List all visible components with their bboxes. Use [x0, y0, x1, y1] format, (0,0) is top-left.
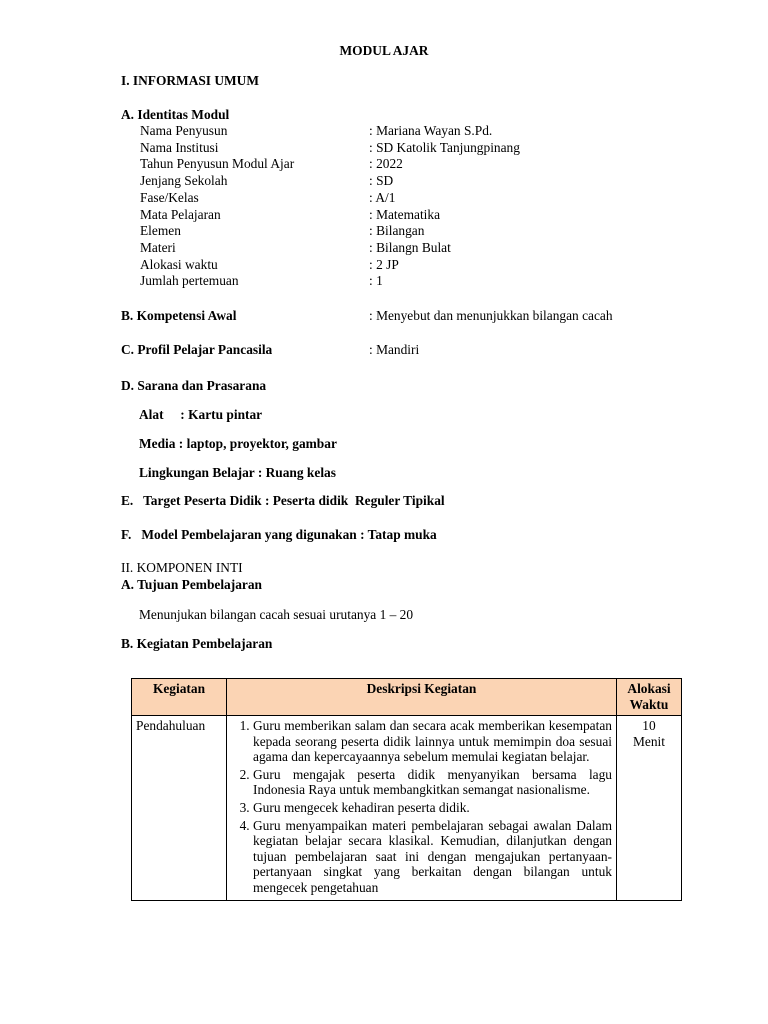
- sarana-heading: D. Sarana dan Prasarana: [121, 378, 267, 393]
- kegiatan-heading: B. Kegiatan Pembelajaran: [121, 636, 273, 651]
- section-informasi-umum: I. INFORMASI UMUM: [121, 73, 259, 88]
- header-alokasi: Alokasi Waktu: [617, 679, 682, 716]
- cell-kegiatan: Pendahuluan: [132, 716, 227, 901]
- deskripsi-list: [231, 718, 612, 896]
- table-header-row: [132, 679, 682, 716]
- identitas-value: : Bilangan: [369, 223, 425, 239]
- identitas-label: Alokasi waktu: [140, 256, 218, 272]
- table-row: [132, 716, 682, 901]
- identitas-value: : SD: [369, 173, 394, 189]
- profil-label: C. Profil Pelajar Pancasila: [121, 342, 273, 357]
- identitas-value: : Bilangn Bulat: [369, 239, 451, 255]
- identitas-label: Materi: [140, 239, 176, 255]
- identitas-value: : 1: [369, 273, 383, 289]
- identitas-label: Mata Pelajaran: [140, 206, 221, 222]
- list-item: 4. Guru menyampaikan materi pembelajaran sebagai awalan Dalam kegiatan belajar secara klasikal. Kemudian, dilanjutkan dengan tujuan pembelajaran saat ini dengan mengajukan pertanyaan-pertanyaan singkat yang berkaitan dengan bilangan untuk mengecek pengetahuan: [253, 818, 612, 896]
- section-komponen-inti: II. KOMPONEN INTI: [121, 560, 243, 575]
- list-item: 3. Guru mengecek kehadiran peserta didik.: [253, 800, 612, 816]
- identitas-value: : A/1: [369, 189, 396, 205]
- kegiatan-table: [131, 678, 682, 901]
- sarana-lingkungan: Lingkungan Belajar : Ruang kelas: [139, 465, 336, 480]
- list-item: 1. Guru memberikan salam dan secara acak memberikan kesempatan kepada seorang peserta didik lainnya untuk memimpin doa sesuai agama dan kepercayaannya sebelum memulai kegiatan belajar.: [253, 718, 612, 765]
- cell-alokasi: [617, 716, 682, 901]
- sarana-media: Media : laptop, proyektor, gambar: [139, 436, 337, 451]
- document-title: MODUL AJAR: [339, 43, 429, 58]
- profil-row: [121, 342, 681, 358]
- identitas-label: Tahun Penyusun Modul Ajar: [140, 156, 295, 172]
- identitas-value: : 2 JP: [369, 256, 399, 272]
- identitas-label: Jenjang Sekolah: [140, 173, 228, 189]
- kompetensi-value: : Menyebut dan menunjukkan bilangan cacah: [369, 308, 613, 323]
- cell-deskripsi: [227, 716, 617, 901]
- kompetensi-label: B. Kompetensi Awal: [121, 308, 237, 323]
- identitas-value: : SD Katolik Tanjungpinang: [369, 139, 520, 155]
- identitas-label: Elemen: [140, 223, 181, 239]
- header-deskripsi: Deskripsi Kegiatan: [227, 679, 617, 716]
- sarana-alat: Alat : Kartu pintar: [139, 407, 263, 422]
- header-kegiatan: Kegiatan: [132, 679, 227, 716]
- profil-value: : Mandiri: [369, 342, 420, 357]
- list-item: 2. Guru mengajak peserta didik menyanyikan bersama lagu Indonesia Raya untuk membangkitkan semangat nasionalisme.: [253, 767, 612, 798]
- model-pembelajaran: F. Model Pembelajaran yang digunakan : Tatap muka: [121, 527, 437, 542]
- tujuan-text: Menunjukan bilangan cacah sesuai urutanya 1 – 20: [139, 607, 414, 622]
- identitas-value: : Matematika: [369, 206, 441, 222]
- identitas-value: : 2022: [369, 156, 403, 172]
- identitas-label: Fase/Kelas: [140, 189, 199, 205]
- identitas-value: : Mariana Wayan S.Pd.: [369, 123, 493, 138]
- identitas-label: Nama Institusi: [140, 139, 219, 155]
- identitas-label: Nama Penyusun: [140, 123, 228, 138]
- identitas-label: Jumlah pertemuan: [140, 273, 239, 289]
- identitas-heading: A. Identitas Modul: [121, 107, 230, 122]
- kompetensi-row: [121, 308, 681, 324]
- tujuan-heading: A. Tujuan Pembelajaran: [121, 577, 262, 592]
- alokasi-waktu: 10 Menit: [633, 718, 665, 749]
- target-peserta: E. Target Peserta Didik : Peserta didik Reguler Tipikal: [121, 493, 445, 508]
